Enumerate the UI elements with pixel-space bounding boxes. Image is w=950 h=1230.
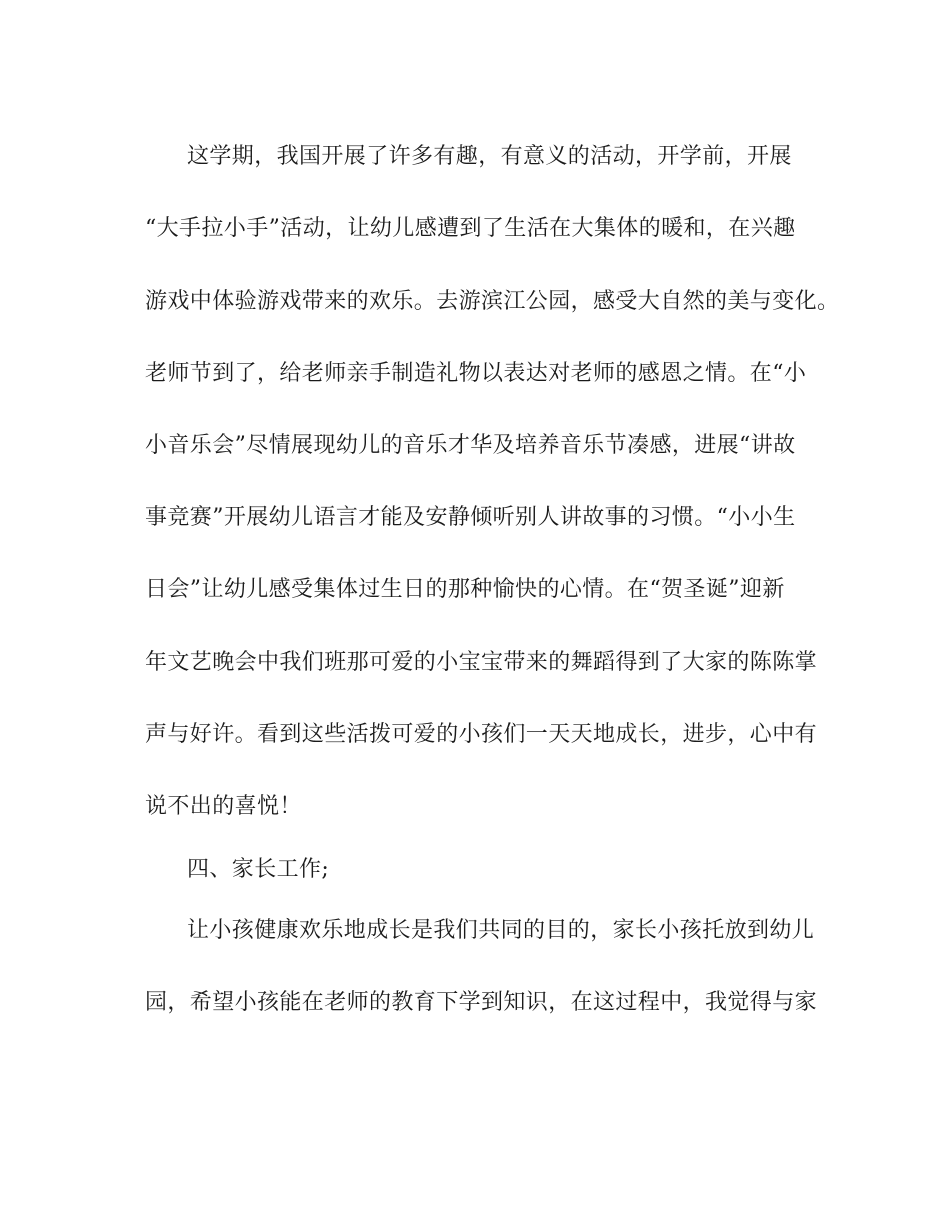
section-heading: 四、家长工作;	[187, 857, 330, 882]
paragraph-line-5: 小音乐会”尽情展现幼儿的音乐才华及培养音乐节凑感，进展“讲故	[145, 433, 796, 458]
paragraph-line-10: 说不出的喜悦！	[145, 794, 302, 819]
paragraph-line-9: 声与好许。看到这些活拨可爱的小孩们一天天地成长，进步，心中有	[145, 722, 818, 747]
paragraph-line-12: 让小孩健康欢乐地成长是我们共同的目的，家长小孩托放到幼儿	[187, 918, 815, 943]
paragraph-line-7: 日会”让幼儿感受集体过生日的那种愉快的心情。在“贺圣诞”迎新	[145, 577, 785, 602]
paragraph-line-8: 年文艺晚会中我们班那可爱的小宝宝带来的舞蹈得到了大家的陈陈掌	[145, 650, 818, 675]
paragraph-line-3: 游戏中体验游戏带来的欢乐。去游滨江公园，感受大自然的美与变化。	[145, 289, 840, 314]
paragraph-line-13: 园，希望小孩能在老师的教育下学到知识，在这过程中，我觉得与家	[145, 990, 818, 1015]
paragraph-line-6: 事竞赛”开展幼儿语言才能及安静倾听别人讲故事的习惯。“小小生	[145, 505, 796, 530]
paragraph-line-1: 这学期，我国开展了许多有趣，有意义的活动，开学前，开展	[187, 144, 792, 169]
paragraph-line-4: 老师节到了，给老师亲手制造礼物以表达对老师的感恩之情。在“小	[145, 361, 807, 386]
paragraph-line-2: “大手拉小手”活动，让幼儿感遭到了生活在大集体的暖和，在兴趣	[145, 216, 796, 241]
